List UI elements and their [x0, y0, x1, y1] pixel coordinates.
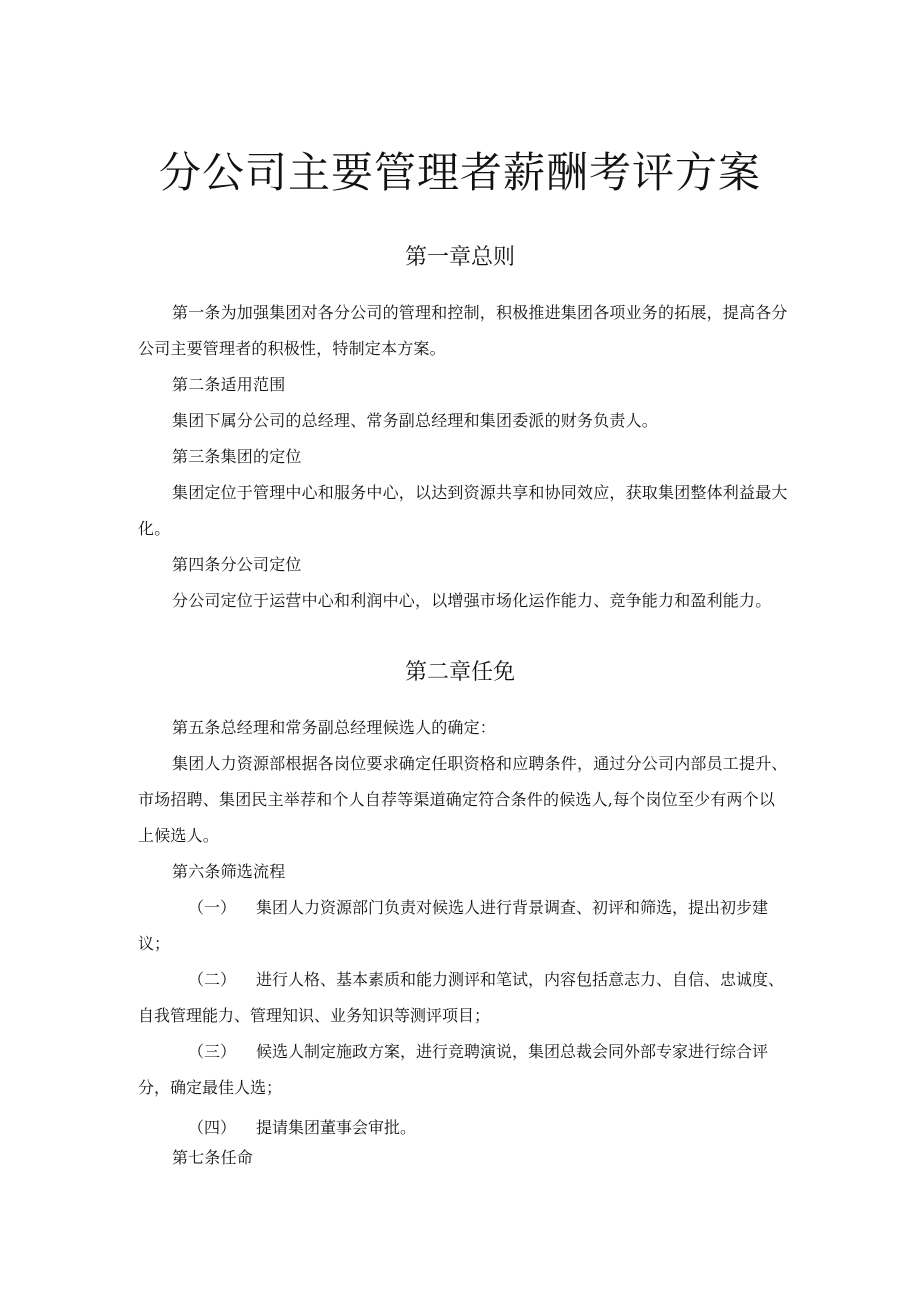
article-2-title: 第二条适用范围 — [172, 375, 286, 394]
article-3-body: 集团定位于管理中心和服务中心，以达到资源共享和协同效应，获取集团整体利益最大化。 — [138, 483, 788, 538]
article-7-title: 第七条任命 — [172, 1148, 254, 1167]
step-4-number: （四） — [188, 1118, 237, 1137]
article-5-body: 集团人力资源部根据各岗位要求确定任职资格和应聘条件，通过分公司内部员工提升、市场招聘、集团民主举荐和个人自荐等渠道确定符合条件的候选人,每个岗位至少有两个以上候选人。 — [138, 754, 788, 845]
article-5-title: 第五条总经理和常务副总经理候选人的确定： — [172, 718, 497, 737]
article-4-title: 第四条分公司定位 — [172, 555, 302, 574]
chapter-2-heading: 第二章任免 — [404, 660, 515, 685]
article-1: 第一条为加强集团对各分公司的管理和控制，积极推进集团各项业务的拓展，提高各分公司主要管理者的积极性，特制定本方案。 — [138, 303, 788, 358]
article-6-title: 第六条筛选流程 — [172, 862, 286, 881]
step-2-number: （二） — [188, 970, 237, 989]
article-4-body: 分公司定位于运营中心和利润中心，以增强市场化运作能力、竞争能力和盈利能力。 — [172, 591, 772, 610]
chapter-1-heading: 第一章总则 — [404, 245, 515, 270]
article-2-body: 集团下属分公司的总经理、常务副总经理和集团委派的财务负责人。 — [172, 411, 659, 430]
step-2 — [138, 962, 788, 1034]
step-3-number: （三） — [188, 1042, 237, 1061]
step-3 — [138, 1034, 788, 1106]
step-1-number: （一） — [188, 898, 237, 917]
step-1-text: 集团人力资源部门负责对候选人进行背景调查、初评和筛选，提出初步建议； — [138, 898, 769, 953]
article-3-title: 第三条集团的定位 — [172, 447, 302, 466]
document-title: 分公司主要管理者薪酬考评方案 — [158, 148, 761, 197]
step-2-text: 进行人格、基本素质和能力测评和笔试，内容包括意志力、自信、忠诚度、自我管理能力、管理知识、业务知识等测评项目； — [138, 970, 785, 1025]
step-3-text: 候选人制定施政方案，进行竞聘演说，集团总裁会同外部专家进行综合评分，确定最佳人选； — [138, 1042, 769, 1097]
step-4-text: 提请集团董事会审批。 — [256, 1118, 417, 1137]
step-1 — [138, 890, 788, 962]
